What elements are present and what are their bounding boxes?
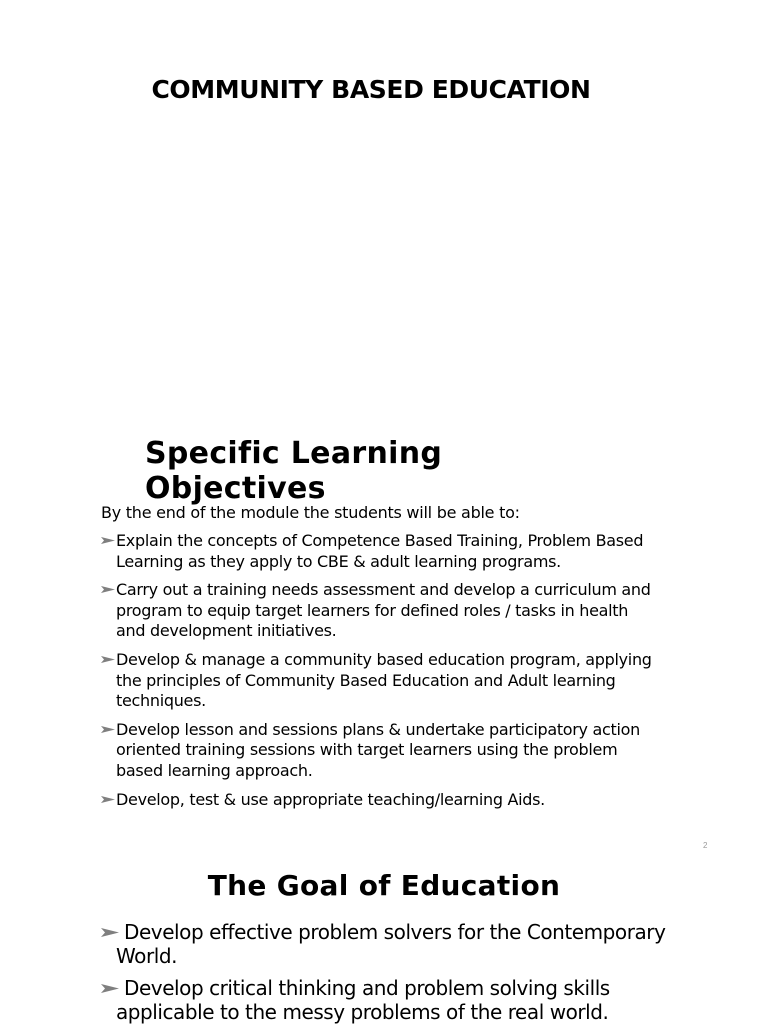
objective-item bbox=[101, 580, 661, 642]
objective-item bbox=[101, 531, 661, 572]
objectives-heading: Specific Learning Objectives bbox=[145, 436, 443, 506]
objective-text: Develop, test & use appropriate teaching/learning Aids. bbox=[116, 789, 545, 809]
document-title: COMMUNITY BASED EDUCATION bbox=[151, 75, 591, 104]
page-number: 2 bbox=[703, 841, 708, 850]
objective-text: Carry out a training needs assessment and develop a curriculum and program to equip target learners for defined roles / tasks in health and development initiatives. bbox=[116, 580, 651, 641]
goal-text: Develop critical thinking and problem solving skills applicable to the messy problems of the real world. bbox=[116, 976, 610, 1024]
arrow-bullet-icon bbox=[101, 725, 115, 734]
goal-item bbox=[101, 920, 681, 968]
goal-list bbox=[101, 920, 681, 1032]
arrow-bullet-icon bbox=[101, 983, 119, 994]
objective-text: Develop lesson and sessions plans & undertake participatory action oriented training sessions with target learners using the problem based learning approach. bbox=[116, 719, 640, 780]
objectives-intro: By the end of the module the students will be able to: bbox=[101, 503, 520, 522]
arrow-bullet-icon bbox=[101, 927, 119, 938]
goal-text: Develop effective problem solvers for the Contemporary World. bbox=[116, 920, 666, 968]
goal-heading: The Goal of Education bbox=[207, 869, 561, 902]
arrow-bullet-icon bbox=[101, 655, 115, 664]
objective-text: Develop & manage a community based education program, applying the principles of Community Based Education and Adult learning techniques. bbox=[116, 649, 652, 711]
objective-text: Explain the concepts of Competence Based Training, Problem Based Learning as they apply to CBE & adult learning programs. bbox=[116, 531, 644, 571]
objective-item bbox=[101, 650, 661, 712]
objective-item bbox=[101, 790, 661, 811]
objective-item bbox=[101, 720, 661, 782]
arrow-bullet-icon bbox=[101, 585, 115, 594]
objectives-list bbox=[101, 531, 661, 818]
arrow-bullet-icon bbox=[101, 795, 115, 804]
arrow-bullet-icon bbox=[101, 536, 115, 545]
goal-item bbox=[101, 976, 681, 1024]
